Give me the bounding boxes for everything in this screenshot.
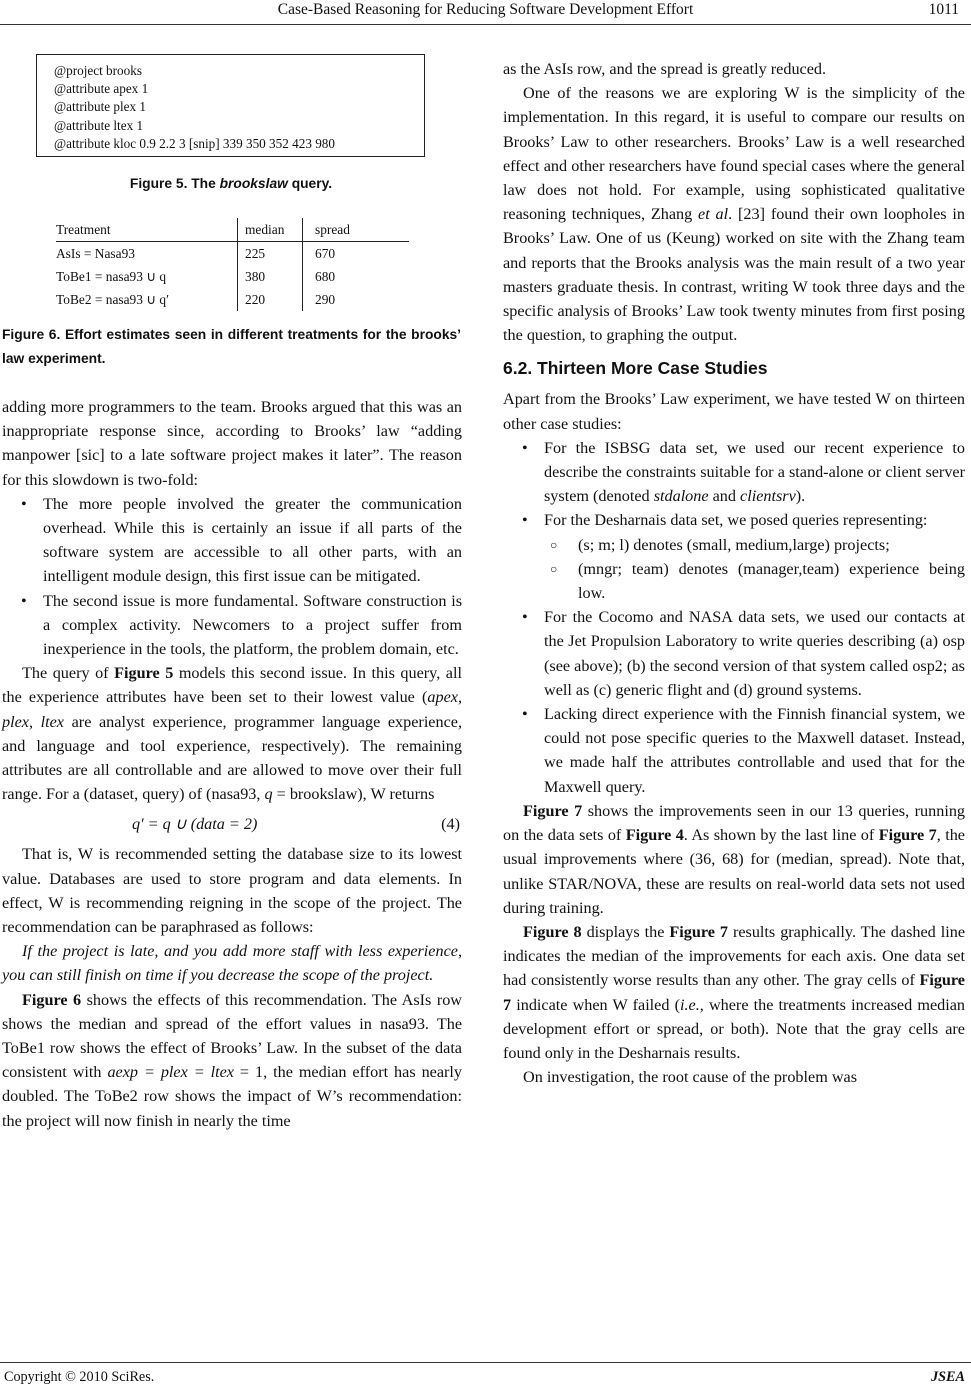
list-item: • The more people involved the greater the communication overhead. While this is certainly an issue if all parts of the software system are accessible to all other parts, with an intelligent module design, this first issue can be mitigated. <box>2 492 462 589</box>
figure-6-caption: Figure 6. Effort estimates seen in different treatments for the brooks’ law experiment. <box>2 327 461 366</box>
paragraph: The query of Figure 5 models this second issue. In this query, all the experience attributes have been set to their lowest value (apex, plex, ltex are analyst experience, programmer language experience, and language and tool experience, respectively). The remaining attributes are all controllable and are allowed to move over their full range. For a (dataset, query) of (nasa93, q = brookslaw), W returns <box>2 664 463 804</box>
table-cell: 225 <box>238 242 303 266</box>
journal-name: JSEA <box>931 1369 965 1385</box>
table-row <box>56 265 409 288</box>
section-heading: 6.2. Thirteen More Case Studies <box>503 358 768 379</box>
column-header: spread <box>303 218 410 242</box>
code-line: @attribute apex 1 <box>54 81 149 97</box>
equation: q′ = q ∪ (data = 2) <box>132 815 258 834</box>
figure-5-caption: Figure 5. The brookslaw query. <box>129 176 333 191</box>
column-header: median <box>238 218 303 242</box>
table-cell: 380 <box>238 265 303 288</box>
list-item: • Lacking direct experience with the Finnish financial system, we could not pose specific queries to the Maxwell dataset. Instead, we made half the attributes controllable and used that for the Maxwell query. <box>503 702 965 799</box>
paragraph: Figure 7 shows the improvements seen in our 13 queries, running on the data sets of Figure 4. As shown by the last line of Figure 7, the usual improvements where (36, 68) for (median, spread). Note that, unlike STAR/NOVA, these are results on real-world data sets not used during training. <box>503 801 966 917</box>
table-cell: 220 <box>238 288 303 311</box>
paragraph: That is, W is recommended setting the database size to its lowest value. Databases are used to store program and data elements. In effect, W is recommending reigning in the scope of the project. The recommendation can be paraphrased as follows: <box>2 845 462 937</box>
copyright-text: Copyright © 2010 SciRes. <box>4 1369 155 1385</box>
list-item: • For the Cocomo and NASA data sets, we used our contacts at the Jet Propulsion Laboratory to write queries describing (a) osp (see above); (b) the second version of that system called osp2; as well as (c) generic flight and (d) ground systems. <box>503 605 965 702</box>
code-line: @attribute kloc 0.9 2.2 3 [snip] 339 350 352 423 980 <box>54 135 335 151</box>
paragraph: adding more programmers to the team. Brooks argued that this was an inappropriate response since, according to Brooks’ law “adding manpower [sic] to a late software project makes it later”. The reason for this slowdown is two-fold: <box>2 398 462 489</box>
quote-paragraph: If the project is late, and you add more staff with less experience, you can still finish on time if you decrease the scope of the project. <box>2 942 462 985</box>
table-cell: ToBe2 = nasa93 ∪ q′ <box>56 291 170 307</box>
column-header: Treatment <box>56 218 238 242</box>
code-line: @attribute ltex 1 <box>54 117 144 133</box>
paragraph: One of the reasons we are exploring W is the simplicity of the implementation. In this regard, it is useful to compare our results on Brooks’ Law to other researchers. Brooks’ Law is a well researched effect and other researchers have found special cases where the general law does not hold. For example, using sophisticated qualitative reasoning techniques, Zhang et al. [23] found their own loopholes in Brooks’ Law. One of us (Keung) worked on site with the Zhang team and reports that the Brooks analysis was the main result of a two year masters graduate thesis. In contrast, writing W took three days and the specific analysis of Brooks’ Law took twenty minutes from first posing the question, to graphing the output. <box>503 84 965 345</box>
bullet-list <box>503 436 965 799</box>
table-cell: 670 <box>303 242 410 266</box>
sub-list <box>544 533 965 606</box>
code-line: @attribute plex 1 <box>54 99 146 115</box>
table-row <box>56 288 409 311</box>
table-cell: 290 <box>303 288 410 311</box>
running-title: Case-Based Reasoning for Reducing Software Development Effort <box>277 1 694 18</box>
figure-6-table <box>56 218 409 311</box>
list-item: • The second issue is more fundamental. Software construction is a complex activity. Newcomers to a project suffer from inexperience in the tools, the platform, the problem domain, etc. <box>2 589 462 662</box>
paragraph: On investigation, the root cause of the problem was <box>523 1068 858 1087</box>
paragraph: Apart from the Brooks’ Law experiment, we have tested W on thirteen other case studies: <box>503 390 965 433</box>
sub-list-item: ○ (mngr; team) denotes (manager,team) experience being low. <box>544 557 965 605</box>
sub-list-item: ○ (s; m; l) denotes (small, medium,large) projects; <box>544 533 965 557</box>
equation-4 <box>2 812 462 836</box>
paragraph: Figure 6 shows the effects of this recommendation. The AsIs row shows the median and spread of the effort values in nasa93. The ToBe1 row shows the effect of Brooks’ Law. In the subset of the data consistent with aexp = plex = ltex = 1, the median effort has nearly doubled. The ToBe2 row shows the impact of W’s recommendation: the project will now finish in nearly the time <box>2 990 463 1130</box>
bullet-list <box>2 492 462 661</box>
list-item: • For the Desharnais data set, we posed queries representing: ○ (s; m; l) denotes (small, medium,large) projects; ○ (mngr; team) denotes (manager,team) experience being low. <box>503 508 965 605</box>
page-number: 1011 <box>928 1 959 18</box>
list-item: • For the ISBSG data set, we used our recent experience to describe the constraints suitable for a stand-alone or client server system (denoted stdalone and clientsrv). <box>503 436 965 509</box>
equation-number: (4) <box>441 815 460 834</box>
left-column-body <box>2 395 462 1133</box>
table-header-row <box>56 218 409 242</box>
table-cell: ToBe1 = nasa93 ∪ q <box>56 268 167 284</box>
page-footer <box>0 1362 971 1387</box>
figure-6-table-wrap <box>56 218 409 311</box>
table-cell: AsIs = Nasa93 <box>56 245 135 261</box>
paragraph: as the AsIs row, and the spread is greatly reduced. <box>503 60 827 78</box>
table-cell: 680 <box>303 265 410 288</box>
table-row <box>56 242 409 266</box>
figure-5-query-box <box>36 54 425 157</box>
running-header <box>0 0 971 25</box>
code-line: @project brooks <box>54 63 142 78</box>
right-column-body <box>503 57 965 1089</box>
paragraph: Figure 8 displays the Figure 7 results graphically. The dashed line indicates the median of the improvements for each axis. One data set had consistently worse results than any other. The gray cells of Figure 7 indicate when W failed (i.e., where the treatments increased median development effort or spread, or both). Note that the gray cells are found only in the Desharnais results. <box>503 922 966 1062</box>
